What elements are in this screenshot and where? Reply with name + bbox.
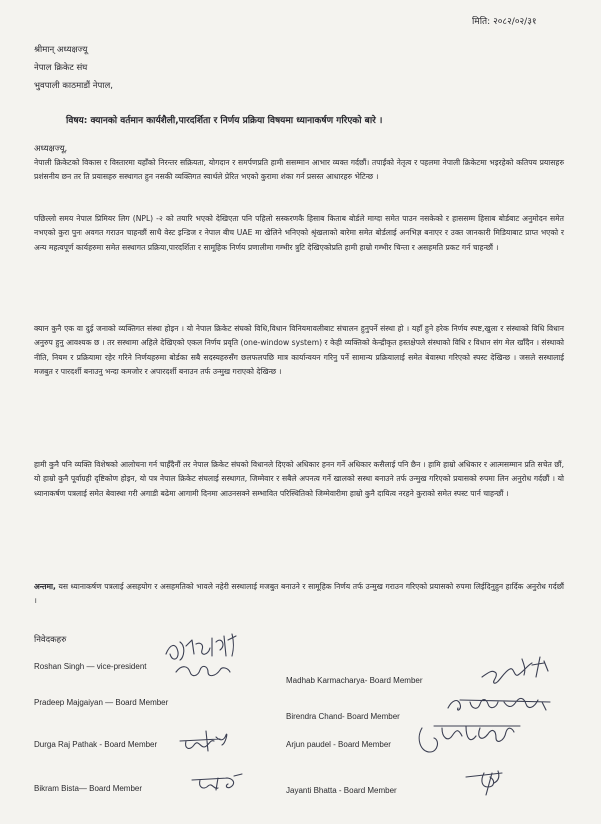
body-paragraph-1: नेपाली क्रिकेटको विकास र विस्तारमा यहाँको निरन्तर सक्रियता, योगदान र समर्पणप्रति हामी ससम्मान आभार व्यक्त गर्दछौं। तपाईंको नेतृत्व र पहलमा नेपाली क्रिकेटमा भइरहेको कतिपय प्रयासहरु प्रशंसनीय छन तर ति प्रयासहरु सस्थागत हुन नसकी व्यक्तिगत स्वार्थले प्रेरित भएको कुरामा शंका गर्न प्रसस्त आधारहरु भेटिन्छ । xyxy=(34,158,564,182)
signature-arjun-paudel xyxy=(416,720,526,760)
signature-durga-raj-pathak xyxy=(176,727,236,757)
signatory-4: Birendra Chand- Board Member xyxy=(286,712,400,721)
signatory-7: Bikram Bista— Board Member xyxy=(34,784,143,793)
signatory-8: Jayanti Bhatta - Board Member xyxy=(286,786,397,795)
salutation: अध्यक्षज्यू, xyxy=(34,144,68,154)
letter-subject: विषय: क्यानको वर्तमान कार्यशैली,पारदर्शिता र निर्णय प्रक्रिया विषयमा ध्यानाकर्षण गरिएको बारे । xyxy=(66,116,383,126)
final-paragraph-lead: अन्तमा, xyxy=(34,582,56,591)
signature-jayanti-bhatta xyxy=(462,763,512,799)
signatory-6: Arjun paudel - Board Member xyxy=(286,740,391,749)
recipient-line-2: नेपाल क्रिकेट संघ xyxy=(34,63,88,73)
signature-madhab-karmacharya xyxy=(478,655,558,687)
signature-bikram-bista xyxy=(188,770,248,794)
signatory-2: Madhab Karmacharya- Board Member xyxy=(286,676,423,685)
signatory-3: Pradeep Majgaiyan — Board Member xyxy=(34,698,169,707)
closing-line: निवेदकहरु xyxy=(34,635,67,645)
body-paragraph-2: पछिल्लो समय नेपाल प्रिमियर लिग (NPL) -२ को तयारि भएको देखिएता पनि पहिलो सस्करणकै हिसाब किताब बोर्डले माग्दा समेत पाउन नसकेको र हाससम्म हिसाब बोर्डबाट अनुमोदन समेत नभएको कुरा पुनः अवगत गराउन चाहन्छौं साथै वेस्ट इन्डिज र नेपाल बीच UAE मा खेलिने भनिएको श्रृंखलाको बारेमा समेत बोर्डलाई अनभिज्ञ बनाएर र उक्त जानकारी मिडियाबाट प्राप्त भएको र अन्य महत्वपूर्ण कार्यहरुमा समेत सस्थागत प्रक्रिया,पारदर्शिता र सामूहिक निर्णय प्रणालीमा गम्भीर त्रुटि देखिएकोप्रति हामी हाम्रो गम्भीर चिन्ता र असहमति प्रकट गर्न चाहन्छौं । xyxy=(34,214,564,252)
recipient-line-3: भुवपाली काठमाडौं नेपाल, xyxy=(34,81,114,91)
signatory-5: Durga Raj Pathak - Board Member xyxy=(34,740,158,749)
letter-date: मिति: २०८२/०२/३१ xyxy=(472,17,537,27)
body-paragraph-4: हामी कुनै पनि व्यक्ति विशेषको आलोचना गर्न चाहँदैनौं तर नेपाल क्रिकेट संघको विधानले दिएको अधिकार हनन गर्ने अधिकार कसैलाई पनि छैन । हामि हाम्रो अधिकार र आत्मसम्मान प्रति सचेत छौं, यो हाम्रो कुनै पूर्वाग्रही दृष्टिकोण होइन, यो पत्र नेपाल क्रिकेट संघलाई सस्थागत, जिम्मेवार र सबैले अपनत्व गर्ने खालको सस्था बनाउने तर्फ उन्मुख गरिएको प्रयासको रुपमा लिन अनुरोध गर्दछौं । यो ध्यानाकर्षण पत्रलाई समेत बेवास्था गरी अगाडी बढेमा आगामी दिनमा आउनसक्ने सम्भावित परिस्थितिको जिम्मेवारीमा हाम्रो कुनै दायित्व नरहने कुराको समेत स्पस्ट पार्न चाहन्छौं । xyxy=(34,460,564,498)
signature-birendra-chand xyxy=(444,690,564,720)
signature-roshan-singh xyxy=(162,632,252,682)
recipient-line-1: श्रीमान् अध्यक्षज्यू xyxy=(34,45,88,55)
final-paragraph xyxy=(34,580,564,609)
final-paragraph-text: यस ध्यानाकर्षण पत्रलाई असहयोग र असहमतिको भावले नहेरी सस्थालाई मजबुत बनाउने र सामूहिक निर्णय तर्फ उन्मुख गराउन गरिएको प्रयासको रुपमा लिईदिनुहुन हार्दिक अनुरोध गर्दछौं । xyxy=(34,582,564,606)
body-paragraph-3: क्यान कुनै एक वा दुई जनाको व्यक्तिगत संस्था होइन । यो नेपाल क्रिकेट संघको विधि,विधान विनियमावलीबाट संचालन हुनुपर्ने संस्था हो । यहाँ हुने हरेक निर्णय स्पष्ट,खुला र संस्थाको विधि विधान अनुरुप हुनु आवश्यक छ । तर सस्थामा अहिले देखिएको एकल निर्णय प्रवृति (one-window system) र केही व्यक्तिको केन्द्रीकृत हस्तक्षेपले संस्थाको विधि र विधान संग मेल खाँदैन । संस्थाको नीति, नियम र प्रक्रियामा रहेर गरिने निर्णयहरुमा बोर्डका सबै सदस्यहरुसँग छलफलपछि मात्र कार्यान्वयन गरिनु पर्ने सामान्य प्रक्रियालाई समेत बेवास्था गरिएको स्पस्ट देखिन्छ । जसले सस्थालाई मजबुत र पारदर्शी बनाउनु भन्दा कमजोर र अपारदर्शी बनाउन तर्फ उन्मुख गराएको देखिन्छ । xyxy=(34,324,564,377)
signatory-1: Roshan Singh — vice-president xyxy=(34,662,147,671)
